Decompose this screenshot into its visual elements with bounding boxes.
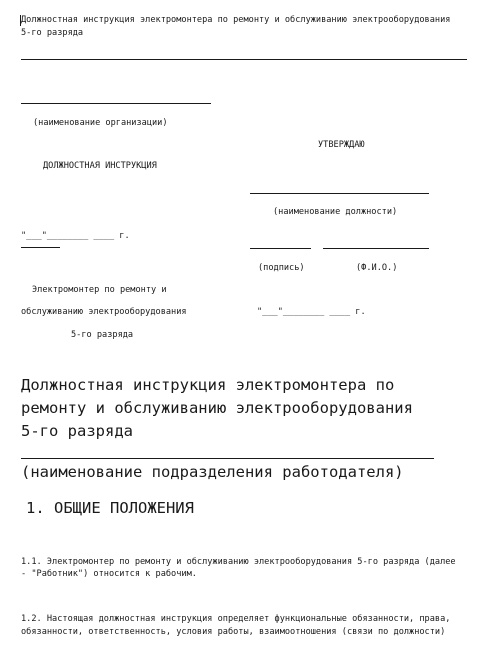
- document-number-line: [21, 247, 60, 248]
- signature-label: (подпись): [258, 263, 305, 273]
- approval-date-line: "___"________ ____ г.: [257, 307, 366, 317]
- organization-name-line: [21, 103, 211, 104]
- document-date-line: "___"________ ____ г.: [21, 231, 130, 241]
- approver-position-label: (наименование должности): [273, 207, 398, 217]
- full-name-label: (Ф.И.О.): [356, 263, 398, 273]
- subdivision-label: (наименование подразделения работодателя): [21, 463, 404, 481]
- full-name-line: [323, 248, 429, 249]
- header-rule: [21, 59, 467, 60]
- position-line-3: 5-го разряда: [71, 330, 134, 340]
- header-title-line-1: Должностная инструкция электромонтера по ремонту и обслуживанию электрооборудования: [21, 15, 451, 25]
- paragraph-1-1-line-2: - "Работник") относится к рабочим.: [21, 569, 197, 579]
- position-line-1: Электромонтер по ремонту и: [32, 285, 167, 295]
- main-title-line-2: ремонту и обслуживанию электрооборудования: [21, 399, 413, 417]
- document-type-label: ДОЛЖНОСТНАЯ ИНСТРУКЦИЯ: [43, 161, 157, 171]
- approver-position-line: [250, 193, 429, 194]
- approve-label: УТВЕРЖДАЮ: [318, 140, 365, 150]
- signature-line: [250, 248, 311, 249]
- paragraph-1-2-line-2: обязанности, ответственность, условия работы, взаимоотношения (связи по должности): [21, 627, 446, 637]
- main-title-line-3: 5-го разряда: [21, 422, 133, 440]
- header-title-line-2: 5-го разряда: [21, 28, 84, 38]
- section-1-heading: 1. ОБЩИЕ ПОЛОЖЕНИЯ: [26, 499, 194, 517]
- paragraph-1-1-line-1: 1.1. Электромонтер по ремонту и обслуживанию электрооборудования 5-го разряда (далее: [21, 557, 456, 567]
- main-title-line-1: Должностная инструкция электромонтера по: [21, 376, 395, 394]
- organization-label: (наименование организации): [33, 118, 168, 128]
- position-line-2: обслуживанию электрооборудования: [21, 307, 187, 317]
- paragraph-1-2-line-1: 1.2. Настоящая должностная инструкция определяет функциональные обязанности, права,: [21, 614, 451, 624]
- subdivision-line: [21, 458, 434, 459]
